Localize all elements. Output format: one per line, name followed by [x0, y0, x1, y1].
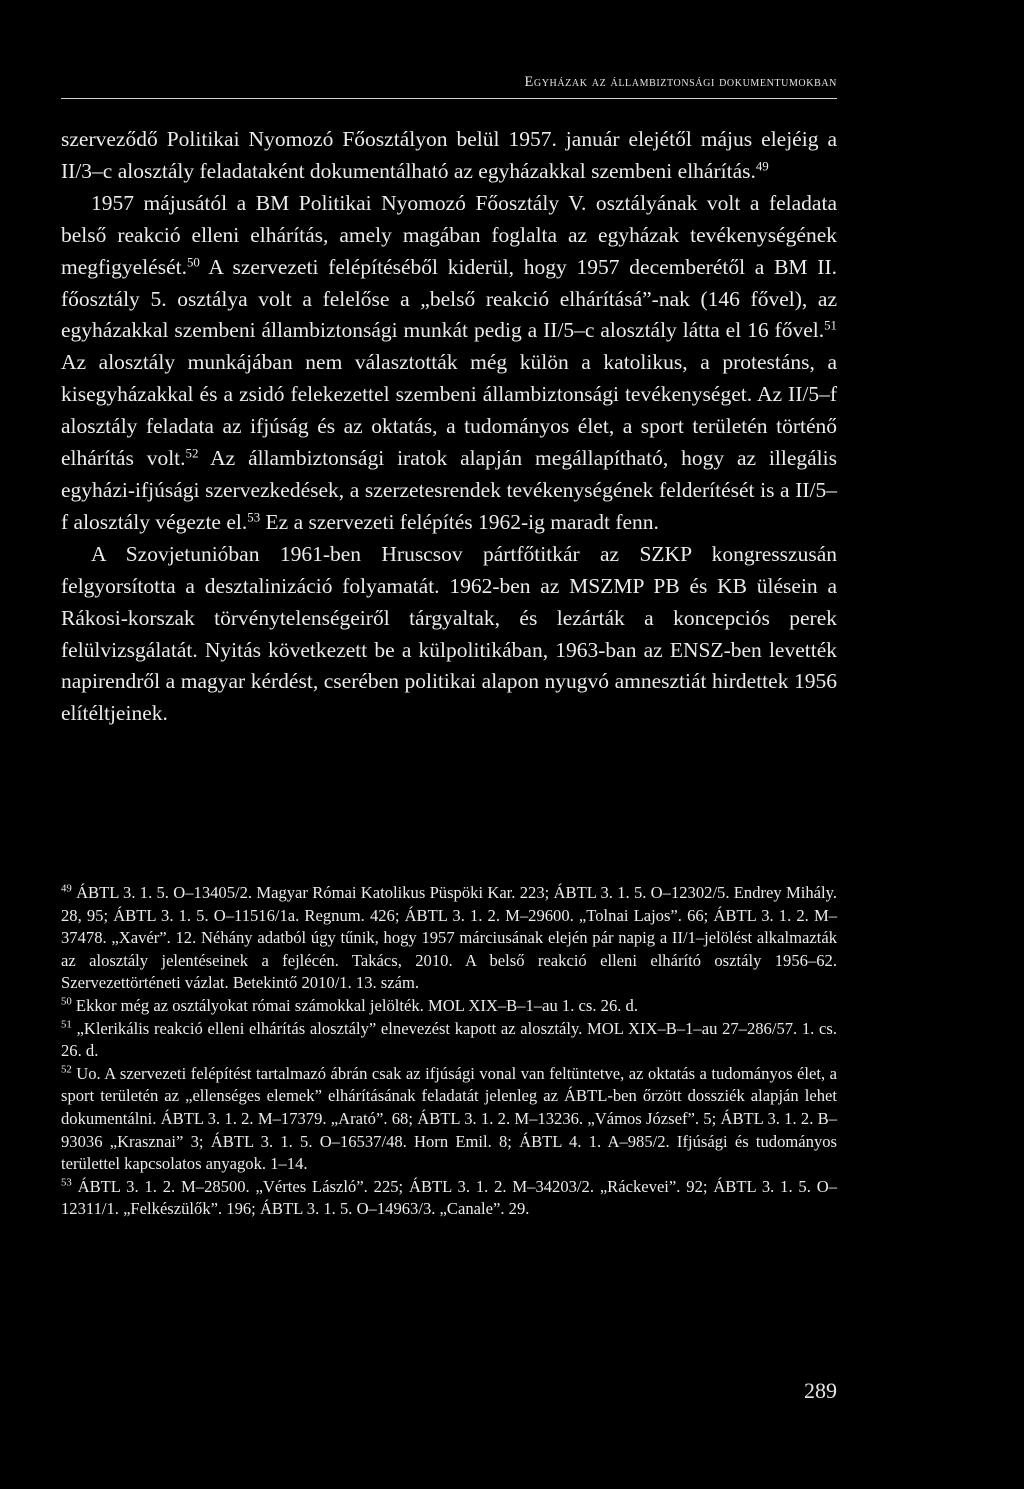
footnote-ref-50[interactable]: 50	[186, 254, 200, 269]
page-number: 289	[804, 1378, 837, 1403]
header-rule	[61, 98, 837, 99]
paragraph-1-text: szerveződő Politikai Nyomozó Főosztályon belül 1957. január elejétől május elejéig a II/3–c alosztály feladataként dokumentálható az egyházakkal szembeni elhárítás.	[61, 127, 837, 183]
footnote-number: 50	[61, 995, 72, 1008]
footnote-ref-51[interactable]: 51	[824, 318, 837, 333]
footnotes	[61, 882, 837, 1221]
footnote-53	[61, 1176, 837, 1221]
paragraph-1	[61, 124, 837, 188]
footnote-49	[61, 882, 837, 995]
footnote-text: „Klerikális reakció elleni elhárítás alosztály” elnevezést kapott az alosztály. MOL XIX–B–1–au 27–286/57. 1. cs. 26. d.	[61, 1018, 837, 1061]
paragraph-2-text-4: Az állambiztonsági iratok alapján megállapítható, hogy az illegális egyházi-ifjúsági szervezkedések, a szerzetesrendek tevékenységének felderítését is a II/5–f alosztály végezte el.	[61, 446, 837, 534]
footnote-51	[61, 1018, 837, 1063]
footnote-ref-53[interactable]: 53	[247, 510, 261, 525]
paragraph-2-text-1: 1957 májusától a BM Politikai Nyomozó Főosztály V. osztályának volt a feladata belső reakció elleni elhárítás, amely magában foglalta az egyházak tevékenységének megfigyelését.	[61, 190, 837, 279]
paragraph-2-text-2: A szervezeti felépítéséből kiderül, hogy 1957 decemberétől a BM II. főosztály 5. osztálya volt a felelőse a „belső reakció elhárításá”-nak (146 fővel), az egyházakkal szembeni állambiztonsági munkát pedig a II/5–c alosztály látta el 16 fővel.	[61, 254, 837, 343]
paragraph-3-text: A Szovjetunióban 1961-ben Hruscsov pártfőtitkár az SZKP kongresszusán felgyorsította a desztalinizáció folyamatát. 1962-ben az MSZMP PB és KB ülésein a Rákosi-korszak törvénytelenségeiről tárgyaltak, és lezárták a koncepciós perek felülvizsgálatát. Nyitás következett be a külpolitikában, 1963-ban az ENSZ-ben levették napirendről a magyar kérdést, cserében politikai alapon nyugvó amnesztiát hirdettek 1956 elítéltjeinek.	[61, 541, 837, 726]
paragraph-3	[61, 539, 837, 730]
footnote-ref-49[interactable]: 49	[755, 159, 769, 174]
footnote-52	[61, 1063, 837, 1176]
footnote-50	[61, 995, 837, 1018]
footnote-text: Ekkor még az osztályokat római számokkal jelölték. MOL XIX–B–1–au 1. cs. 26. d.	[71, 995, 638, 1015]
paragraph-2-text-5: Ez a szervezeti felépítés 1962-ig maradt fenn.	[260, 509, 659, 534]
footnote-text: ÁBTL 3. 1. 5. O–13405/2. Magyar Római Katolikus Püspöki Kar. 223; ÁBTL 3. 1. 5. O–12302/5. Endrey Mihály. 28, 95; ÁBTL 3. 1. 5. O–11516/1a. Regnum. 426; ÁBTL 3. 1. 2. M–29600. „Tolnai Lajos”. 66; ÁBTL 3. 1. 2. M–37478. „Xavér”. 12. Néhány adatból úgy tűnik, hogy 1957 márciusának elején pár napig a II/1–jelölést alkalmazták az alosztály jelentéseinek a fejlécén. Takács, 2010. A belső reakció elleni elhárító osztály 1956–62. Szervezettörténeti vázlat. Betekintő 2010/1. 13. szám.	[61, 883, 837, 993]
footnote-number: 53	[61, 1176, 72, 1189]
page	[61, 0, 837, 1489]
footnote-text: ÁBTL 3. 1. 2. M–28500. „Vértes László”. 225; ÁBTL 3. 1. 2. M–34203/2. „Ráckevei”. 92; ÁBTL 3. 1. 5. O–12311/1. „Felkészülők”. 196; ÁBTL 3. 1. 5. O–14963/3. „Canale”. 29.	[61, 1176, 837, 1219]
paragraph-2	[61, 188, 837, 539]
footnote-text: Uo. A szervezeti felépítést tartalmazó ábrán csak az ifjúsági vonal van feltüntetve, az oktatás a tudományos élet, a sport területén az „ellenséges elemek” elhárításának feladatát jelenleg az ÁBTL-ben őrzött dossziék alapján lehet dokumentálni. ÁBTL 3. 1. 2. M–17379. „Arató”. 68; ÁBTL 3. 1. 2. M–13236. „Vámos József”. 5; ÁBTL 3. 1. 2. B–93036 „Krasznai” 3; ÁBTL 3. 1. 5. O–16537/48. Horn Emil. 8; ÁBTL 4. 1. A–985/2. Ifjúsági és tudományos területtel kapcsolatos anyagok. 1–14.	[61, 1063, 837, 1174]
footnote-number: 49	[61, 882, 72, 895]
running-head: Egyházak az állambiztonsági dokumentumokban	[524, 74, 837, 90]
body-text	[61, 124, 837, 730]
footnote-number: 51	[61, 1018, 72, 1031]
footnote-ref-52[interactable]: 52	[185, 446, 199, 461]
footnote-number: 52	[61, 1063, 72, 1076]
paragraph-2-text-3: Az alosztály munkájában nem választották még külön a katolikus, a protestáns, a kisegyházakkal és a zsidó felekezettel szembeni állambiztonsági tevékenységet. Az II/5–f alosztály feladata az ifjúság és az oktatás, a tudományos élet, a sport területén történő elhárítás volt.	[61, 350, 837, 471]
